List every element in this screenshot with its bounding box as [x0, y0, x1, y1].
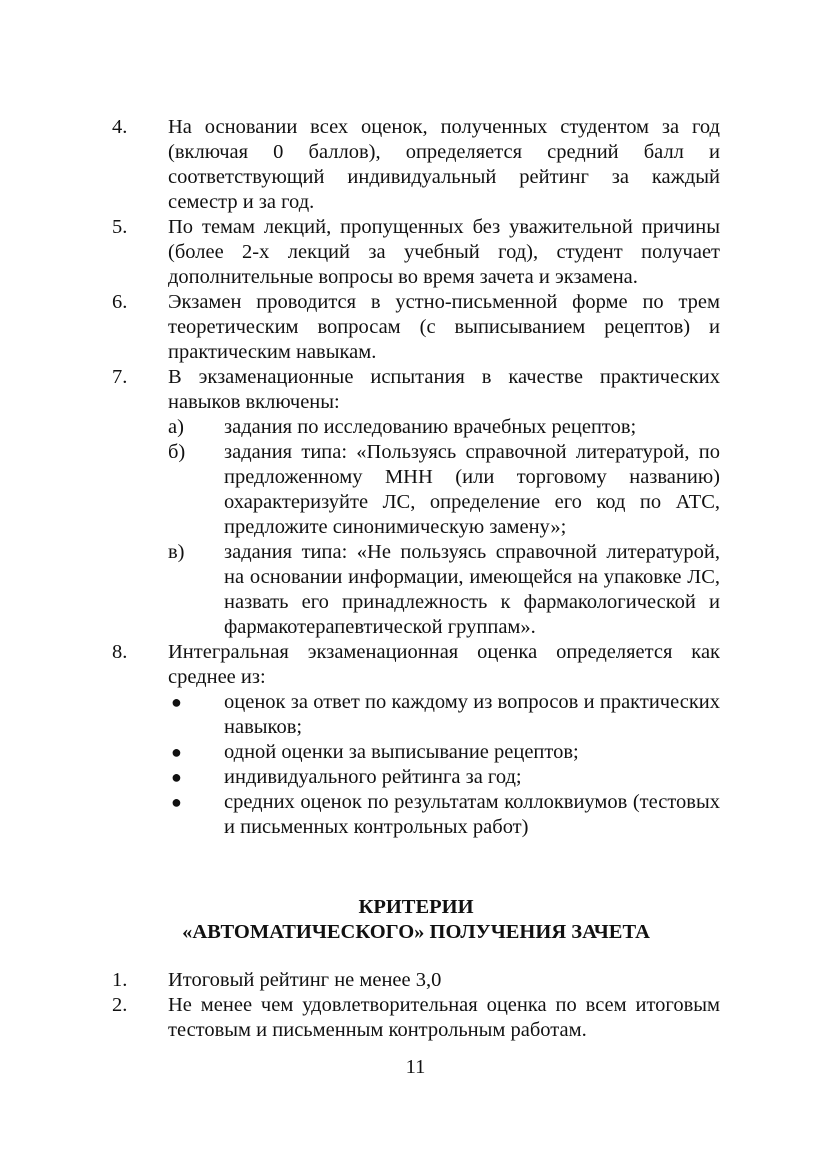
bullet-text: индивидуального рейтинга за год; — [224, 766, 522, 788]
criteria-item-1 — [112, 968, 720, 993]
list-item-7 — [112, 365, 720, 640]
list-item-4 — [112, 115, 720, 215]
list-item-5 — [112, 215, 720, 290]
sub-item-a — [168, 415, 720, 440]
list-item-6 — [112, 290, 720, 365]
item-number: 2. — [112, 994, 128, 1016]
sub-item-marker: б) — [168, 441, 186, 463]
item-number: 8. — [112, 641, 128, 663]
item-intro: Интегральная экзаменационная оценка определяется как среднее из: — [168, 641, 720, 688]
sub-item-marker: в) — [168, 541, 185, 563]
page-number: 11 — [405, 1056, 426, 1078]
sub-item-text: задания по исследованию врачебных рецептов; — [224, 416, 637, 438]
section-heading-line2: «АВТОМАТИЧЕСКОГО» ПОЛУЧЕНИЯ ЗАЧЕТА — [182, 921, 650, 943]
bullet-icon: ● — [171, 742, 182, 762]
item-number: 5. — [112, 216, 128, 238]
bullet-item — [168, 790, 720, 840]
bullet-icon: ● — [171, 767, 182, 787]
item-text: На основании всех оценок, полученных студентом за год (включая 0 баллов), определяется средний балл и соответствующий индивидуальный рейтинг за каждый семестр и за год. — [168, 116, 720, 213]
bullet-text: средних оценок по результатам коллоквиумов (тестовых и письменных контрольных работ) — [224, 791, 720, 838]
bullet-text: одной оценки за выписывание рецептов; — [224, 741, 579, 763]
bullet-icon: ● — [171, 792, 182, 812]
section-heading-line1: КРИТЕРИИ — [358, 896, 474, 918]
sub-item-text: задания типа: «Не пользуясь справочной литературой, на основании информации, имеющейся на упаковке ЛС, назвать его принадлежность к фармакологической и фармакотерапевтической группам». — [224, 541, 720, 638]
item-number: 7. — [112, 366, 128, 388]
bullet-icon: ● — [171, 692, 182, 712]
item-text — [168, 365, 720, 640]
list-item-8 — [112, 640, 720, 840]
sub-item-c — [168, 540, 720, 640]
item-text — [168, 640, 720, 840]
item-text: Экзамен проводится в устно-письменной форме по трем теоретическим вопросам (с выписыванием рецептов) и практическим навыкам. — [168, 291, 720, 363]
item-intro: В экзаменационные испытания в качестве практических навыков включены: — [168, 366, 720, 413]
bullet-item — [168, 740, 720, 765]
item-text: Не менее чем удовлетворительная оценка по всем итоговым тестовым и письменным контрольным работам. — [168, 994, 720, 1041]
bullet-item — [168, 690, 720, 740]
bullet-text: оценок за ответ по каждому из вопросов и практических навыков; — [224, 691, 720, 738]
bullet-item — [168, 765, 720, 790]
item-number: 4. — [112, 116, 128, 138]
item-number: 1. — [112, 969, 128, 991]
sub-item-marker: а) — [168, 416, 184, 438]
item-number: 6. — [112, 291, 128, 313]
item-text: Итоговый рейтинг не менее 3,0 — [168, 969, 442, 991]
sub-item-text: задания типа: «Пользуясь справочной литературой, по предложенному МНН (или торговому названию) охарактеризуйте ЛС, определение его код по АТС, предложите синонимическую замену»; — [224, 441, 720, 538]
item-text: По темам лекций, пропущенных без уважительной причины (более 2-х лекций за учебный год), студент получает дополнительные вопросы во время зачета и экзамена. — [168, 216, 720, 288]
sub-item-b — [168, 440, 720, 540]
section-heading — [112, 895, 720, 945]
criteria-item-2 — [112, 993, 720, 1043]
